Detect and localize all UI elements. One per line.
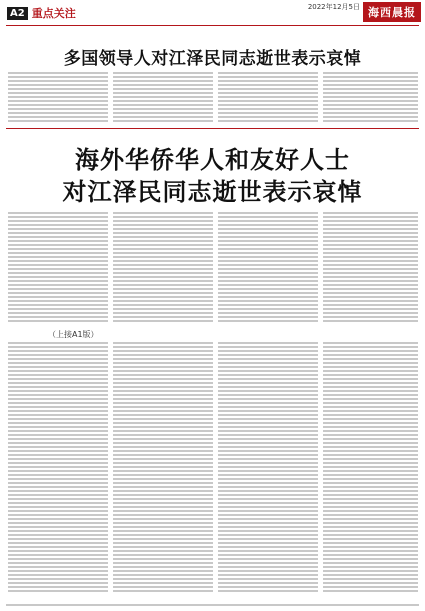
article1-column-2 — [113, 72, 213, 124]
article1-column-4 — [323, 72, 418, 124]
section-rule — [6, 128, 419, 129]
headline-leaders-mourn: 多国领导人对江泽民同志逝世表示哀悼 — [63, 49, 362, 69]
headline-overseas-line1: 海外华侨华人和友好人士 — [75, 146, 350, 174]
article1-column-1 — [8, 72, 108, 124]
article3-column-2 — [113, 342, 213, 594]
article2-column-4 — [323, 212, 418, 324]
article3-column-3 — [218, 342, 318, 594]
article2-column-1 — [8, 212, 108, 324]
section-name: 重点关注 — [31, 7, 76, 20]
headline-overseas-line2: 对江泽民同志逝世表示哀悼 — [62, 178, 363, 206]
article2-column-2 — [113, 212, 213, 324]
section-tag — [7, 5, 76, 21]
page-header — [0, 0, 425, 24]
page-code: A2 — [7, 7, 28, 20]
continued-label: （上接A1版） — [48, 330, 99, 339]
date-line: 2022年12月5日 — [307, 3, 360, 11]
article3-column-4 — [323, 342, 418, 594]
article1-column-3 — [218, 72, 318, 124]
article2-column-3 — [218, 212, 318, 324]
article3-column-1 — [8, 342, 108, 594]
page-footer — [6, 602, 419, 608]
masthead: 海西晨报 — [363, 2, 421, 22]
top-rule — [6, 25, 419, 26]
